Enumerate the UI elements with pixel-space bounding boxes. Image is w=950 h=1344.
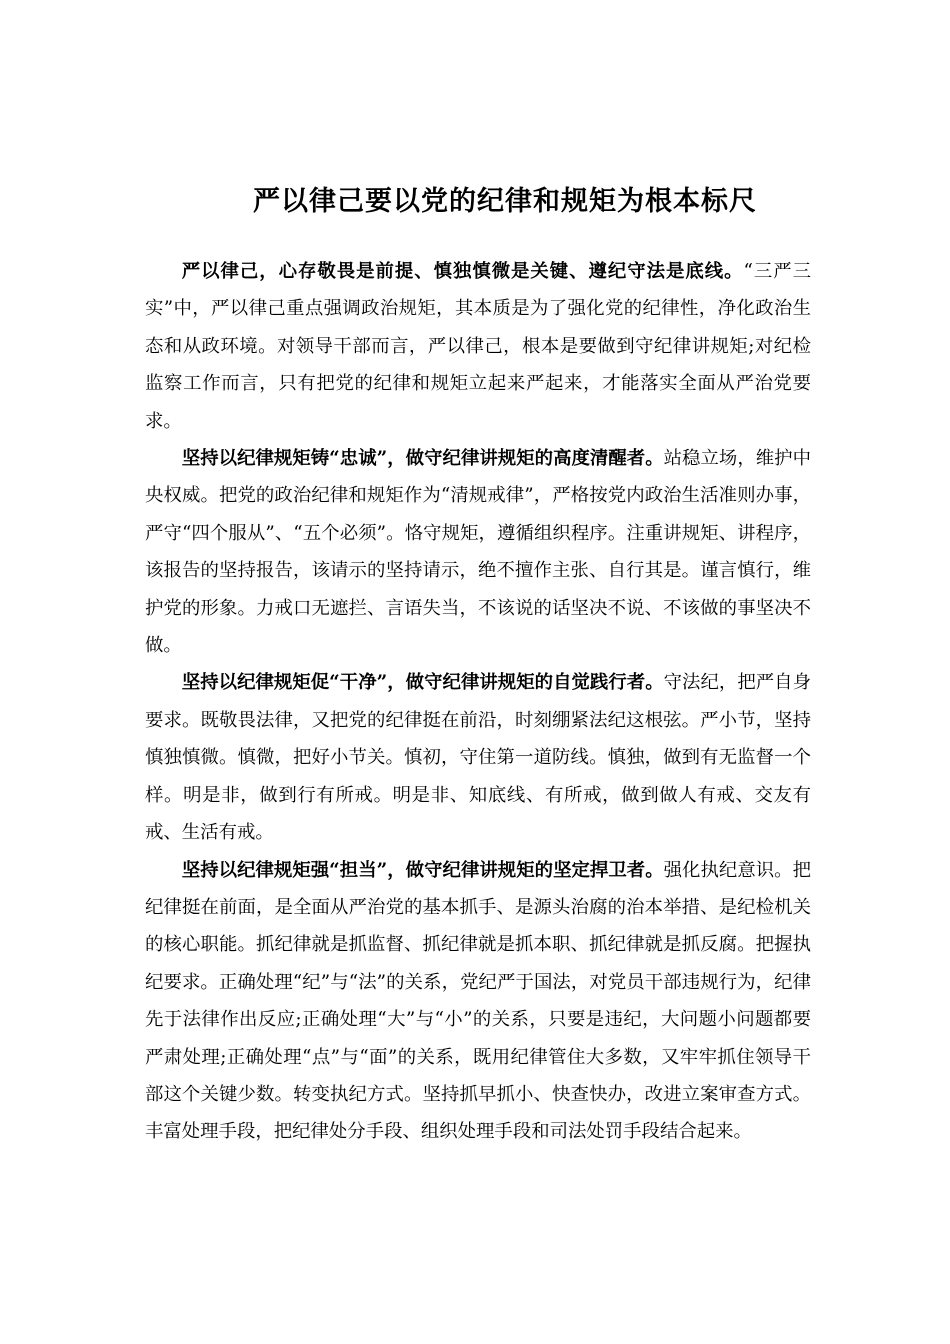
paragraph-lead: 坚持以纪律规矩铸“忠诚”，做守纪律讲规矩的高度清醒者。 [181,448,664,470]
paragraph-lead: 严以律己，心存敬畏是前提、慎独慎微是关键、遵纪守法是底线。 [181,261,744,282]
paragraph-text: 守法纪，把严自身要求。既敬畏法律，又把党的纪律挺在前沿，时刻绷紧法纪这根弦。严小节，坚持慎独慎微。慎微，把好小节关。慎初，守住第一道防线。慎独，做到有无监督一个样。明是非，做到行有所戒。明是非、知底线、有所戒，做到做人有戒、交友有戒、生活有戒。 [145,672,811,844]
paragraph-text: “三严三实”中，严以律己重点强调政治规矩，其本质是为了强化党的纪律性，净化政治生态和从政环境。对领导干部而言，严以律己，根本是要做到守纪律讲规矩;对纪检监察工作而言，只有把党的纪律和规矩立起来严起来，才能落实全面从严治党要求。 [145,261,811,432]
paragraph-text: 强化执纪意识。把纪律挺在前面，是全面从严治党的基本抓手、是源头治腐的治本举措、是纪检机关的核心职能。抓纪律就是抓监督、抓纪律就是抓本职、抓纪律就是抓反腐。把握执纪要求。正确处理“纪”与“法”的关系，党纪严于国法，对党员干部违规行为，纪律先于法律作出反应;正确处理“大”与“小”的关系，只要是违纪，大问题小问题都要严肃处理;正确处理“点”与“面”的关系，既用纪律管住大多数，又牢牢抓住领导干部这个关键少数。转变执纪方式。坚持抓早抓小、快查快办，改进立案审查方式。丰富处理手段，把纪律处分手段、组织处理手段和司法处罚手段结合起来。 [145,859,811,1143]
document-body [145,253,811,1151]
paragraph-lead: 坚持以纪律规矩促“干净”，做守纪律讲规矩的自觉践行者。 [181,672,664,694]
paragraph-3 [145,664,811,851]
document-title: 严以律己要以党的纪律和规矩为根本标尺 [253,186,757,217]
paragraph-lead: 坚持以纪律规矩强“担当”，做守纪律讲规矩的坚定捍卫者。 [181,859,664,881]
paragraph-2 [145,440,811,664]
paragraph-1 [145,253,811,440]
paragraph-text: 站稳立场，维护中央权威。把党的政治纪律和规矩作为“清规戒律”，严格按党内政治生活准则办事，严守“四个服从”、“五个必须”。恪守规矩，遵循组织程序。注重讲规矩、讲程序，该报告的坚持报告，该请示的坚持请示，绝不擅作主张、自行其是。谨言慎行，维护党的形象。力戒口无遮拦、言语失当，不该说的话坚决不说、不该做的事坚决不做。 [145,448,811,657]
paragraph-4 [145,852,811,1151]
